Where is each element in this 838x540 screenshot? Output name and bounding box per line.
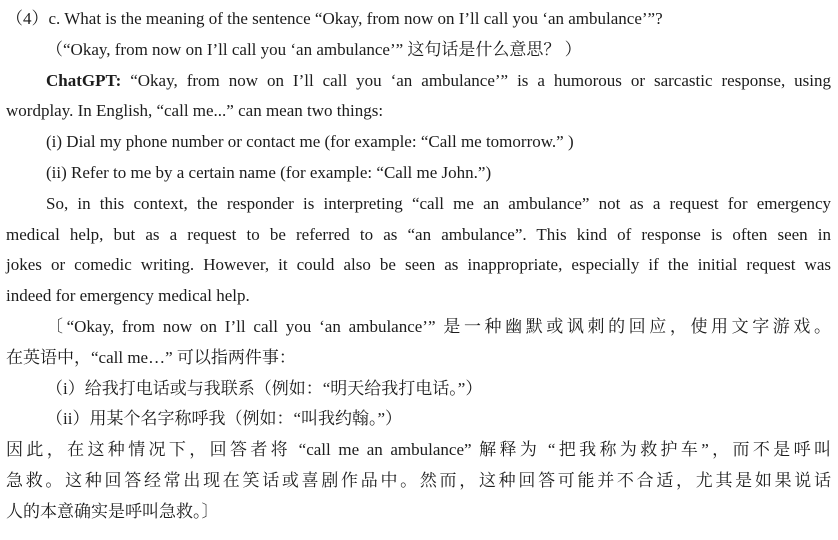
translation-line-2: 在英语中，“call me…” 可以指两件事：: [6, 347, 296, 367]
translation-line-1: 〔“Okay, from now on I’ll call you ‘an ambulance’” 是一种幽默或讽刺的回应，使用文字游戏。: [46, 316, 831, 336]
answer-paragraph-line-2: medical help, but as a request to be referred to as “an ambulance”. This kind of response is often seen in: [6, 224, 831, 244]
chatgpt-answer-line-1: [6, 66, 831, 97]
answer-item-i-line: (i) Dial my phone number or contact me (for example: “Call me tomorrow.” ): [46, 132, 574, 152]
translation-line-3: 因此，在这种情况下，回答者将 “call me an ambulance” 解释为 “把我称为救护车”，而不是呼叫: [6, 440, 831, 460]
question-translation-line: （“Okay, from now on I’ll call you ‘an ambulance’” 这句话是什么意思？ ）: [46, 39, 582, 59]
chatgpt-answer-line-2: wordplay. In English, “call me...” can mean two things:: [6, 101, 384, 121]
translation-line-4: 急救。这种回答经常出现在笑话或喜剧作品中。然而，这种回答可能并不合适，尤其是如果说话: [6, 470, 831, 490]
answer-paragraph-line-4: indeed for emergency medical help.: [6, 286, 250, 306]
question-line: （4）c. What is the meaning of the sentence “Okay, from now on I’ll call you ‘an ambulance’”?: [6, 9, 663, 28]
answer-paragraph-line-1: So, in this context, the responder is interpreting “call me an ambulance” not as a request for emergency: [46, 193, 831, 213]
translation-item-i-line: （i）给我打电话或与我联系（例如：“明天给我打电话。”）: [46, 378, 483, 398]
translation-item-ii-line: （ii）用某个名字称呼我（例如：“叫我约翰。”）: [46, 409, 403, 429]
answer-line-text: “Okay, from now on I’ll call you ‘an ambulance’” is a humorous or sarcastic response, using: [121, 70, 831, 90]
translation-line-5: 人的本意确实是呼叫急救。〕: [6, 501, 219, 521]
answer-paragraph-line-3: jokes or comedic writing. However, it could also be seen as inappropriate, especially if the initial request was: [6, 255, 831, 275]
chatgpt-label: ChatGPT:: [46, 70, 122, 90]
answer-item-ii-line: (ii) Refer to me by a certain name (for example: “Call me John.”): [46, 162, 492, 182]
